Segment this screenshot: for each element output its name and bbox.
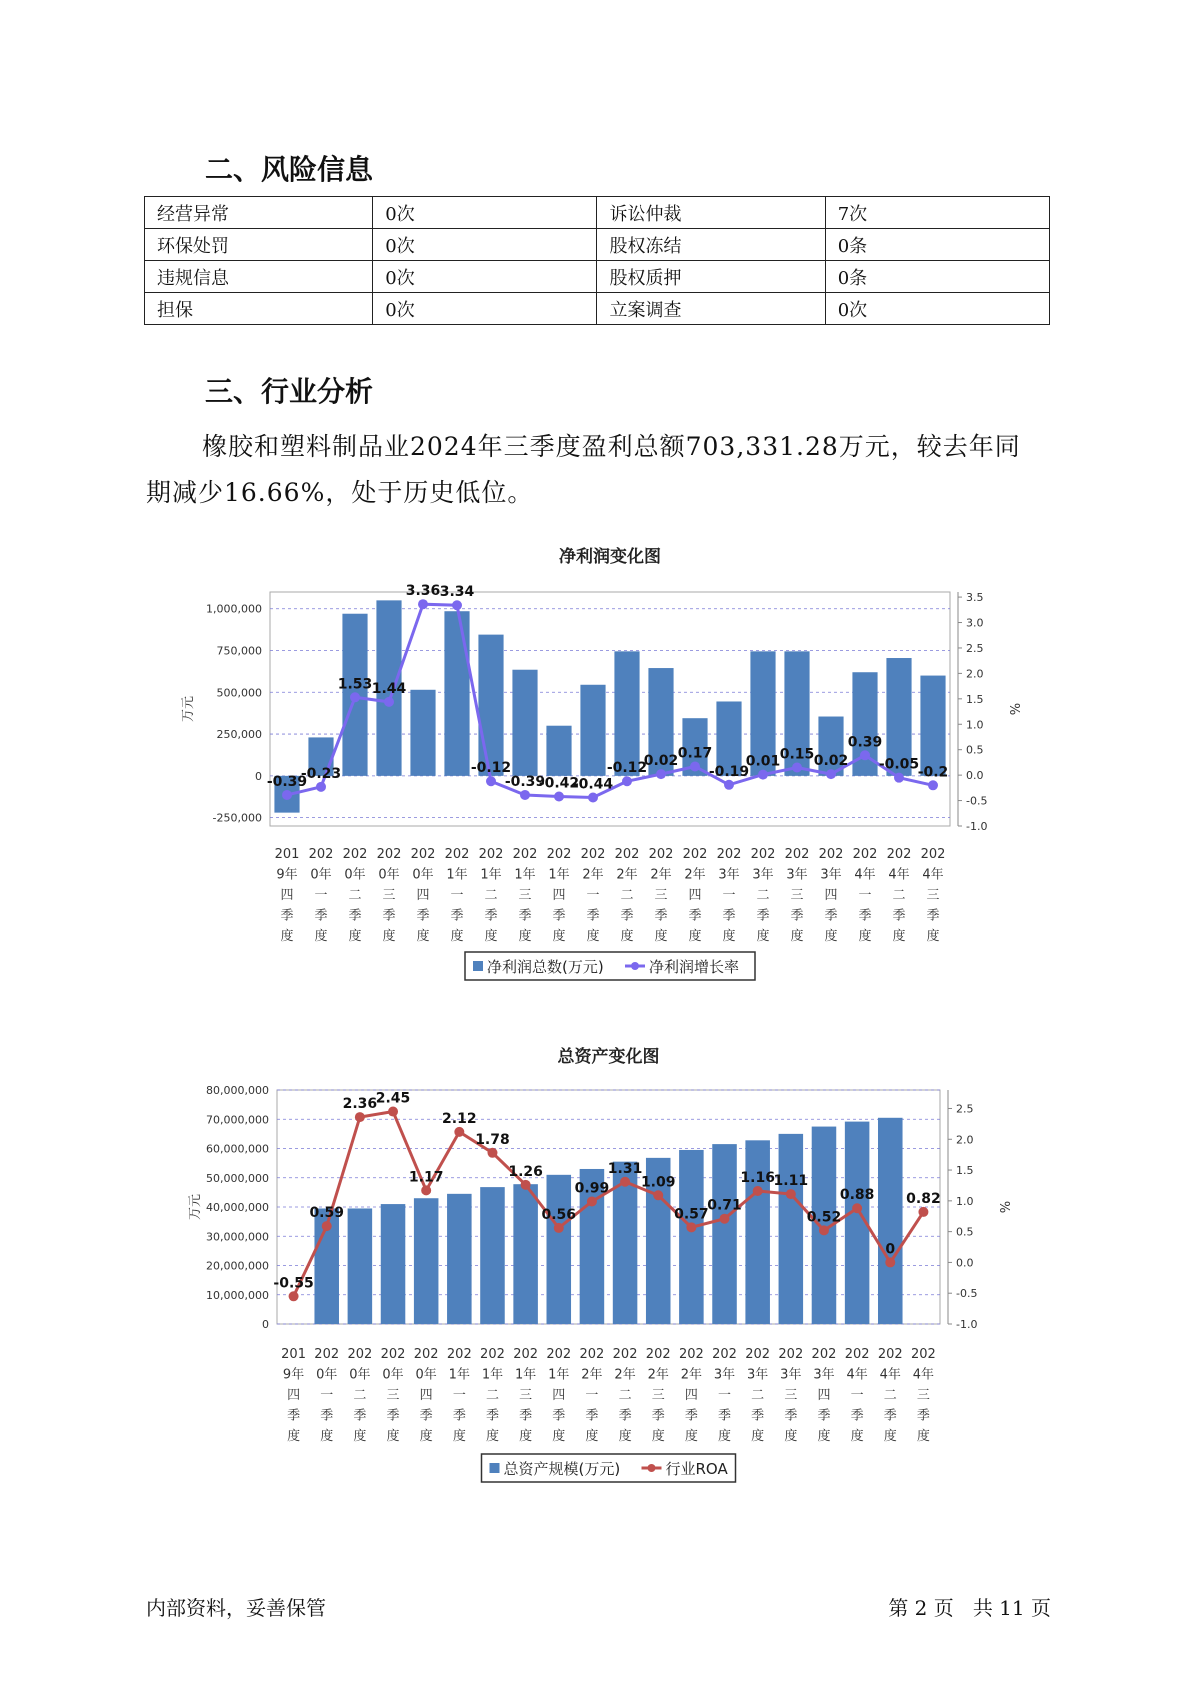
- risk-item-value: 0条: [825, 229, 1049, 261]
- y2-tick-label: -1.0: [956, 1318, 978, 1331]
- y2-tick-label: 1.5: [956, 1164, 974, 1178]
- x-tick-label: 202 4年一季度: [852, 847, 878, 944]
- line-point: [316, 782, 326, 792]
- bar: [546, 726, 571, 776]
- bar: [745, 1140, 770, 1324]
- line-point: [421, 1185, 431, 1195]
- y2-tick-label: 2.0: [966, 667, 984, 681]
- net-profit-chart: [0, 540, 1191, 1010]
- y2-tick-label: -1.0: [966, 820, 988, 833]
- y2-tick-label: 3.0: [966, 616, 984, 630]
- x-tick-label: 202 2年二季度: [612, 1347, 638, 1444]
- line-point: [520, 790, 530, 800]
- x-tick-label: 201 9年四季度: [274, 847, 300, 944]
- data-label: 3.34: [439, 584, 475, 601]
- risk-item-label: 股权冻结: [597, 229, 825, 261]
- line-point: [282, 790, 292, 800]
- y-tick-label: 60,000,000: [206, 1142, 269, 1156]
- y2-tick-label: 1.0: [966, 718, 984, 732]
- section-title-industry: 三、行业分析: [205, 375, 374, 408]
- risk-item-label: 立案调查: [597, 293, 825, 325]
- data-label: 1.31: [607, 1160, 643, 1177]
- y-tick-label: 50,000,000: [206, 1171, 269, 1185]
- line-point: [454, 1127, 464, 1137]
- data-label: 1.11: [773, 1173, 809, 1190]
- bar: [444, 611, 469, 776]
- line-point: [355, 1112, 365, 1122]
- line-point: [860, 750, 870, 760]
- data-label: -0.23: [300, 765, 342, 782]
- risk-item-label: 担保: [145, 293, 373, 325]
- bar: [447, 1194, 472, 1324]
- data-label: -0.2: [917, 764, 949, 781]
- x-tick-label: 202 4年二季度: [877, 1347, 903, 1444]
- data-label: 0.15: [779, 746, 815, 763]
- x-tick-label: 202 4年三季度: [911, 1347, 936, 1444]
- data-label: 0.02: [813, 753, 849, 770]
- legend: [465, 952, 755, 980]
- data-label: 0.82: [906, 1190, 941, 1207]
- bar: [478, 635, 503, 776]
- line-point: [720, 1214, 730, 1224]
- data-label: 3.36: [405, 583, 441, 600]
- data-label: 1.09: [640, 1174, 676, 1191]
- y-tick-label: 250,000: [216, 728, 262, 742]
- legend: [482, 1454, 736, 1482]
- x-tick-label: 202 0年四季度: [413, 1347, 439, 1444]
- line-point: [587, 1196, 597, 1206]
- data-label: -0.44: [572, 776, 614, 793]
- line-point: [620, 1177, 630, 1187]
- y-axis-label: 万元: [181, 695, 196, 723]
- bar: [712, 1144, 737, 1324]
- data-label: 0.02: [643, 753, 679, 770]
- x-tick-label: 202 2年四季度: [678, 1347, 704, 1444]
- data-label: 1.78: [475, 1131, 510, 1148]
- y2-axis-label: %: [1006, 702, 1021, 716]
- line-point: [622, 776, 632, 786]
- bar: [512, 670, 537, 776]
- line-point: [758, 770, 768, 780]
- x-tick-label: 202 1年二季度: [480, 1347, 505, 1444]
- data-label: 2.45: [375, 1090, 411, 1107]
- data-label: -0.12: [470, 760, 512, 777]
- y-tick-label: 10,000,000: [206, 1288, 269, 1302]
- x-tick-label: 202 1年一季度: [444, 847, 470, 944]
- risk-item-value: 0次: [373, 229, 597, 261]
- bar: [614, 651, 639, 776]
- y-tick-label: 0: [255, 769, 262, 783]
- line-point: [521, 1180, 531, 1190]
- data-label: 0.01: [745, 753, 781, 770]
- risk-info-table: [144, 196, 1050, 325]
- y-tick-label: 750,000: [216, 644, 262, 658]
- legend-entry: 净利润总数(万元): [487, 958, 604, 976]
- bar: [513, 1184, 538, 1324]
- y2-axis-label: %: [996, 1200, 1011, 1214]
- line-point: [885, 1257, 895, 1267]
- risk-item-value: 0次: [373, 261, 597, 293]
- line-point: [554, 791, 564, 801]
- data-label: 0.39: [847, 734, 883, 751]
- y-tick-label: 80,000,000: [206, 1084, 269, 1097]
- data-label: -0.05: [878, 756, 920, 773]
- legend-entry: 总资产规模(万元): [503, 1460, 621, 1478]
- legend-swatch-bar: [490, 1463, 500, 1473]
- data-label: 0.57: [674, 1206, 709, 1223]
- line-point: [487, 1148, 497, 1158]
- data-label: -0.39: [266, 773, 308, 790]
- y2-tick-label: 0.5: [956, 1225, 974, 1239]
- legend-entry: 行业ROA: [665, 1460, 728, 1478]
- line-point: [322, 1221, 332, 1231]
- data-label: 2.36: [342, 1096, 378, 1113]
- data-label: 1.26: [508, 1163, 543, 1180]
- x-tick-label: 202 4年三季度: [920, 847, 946, 944]
- line-point: [588, 793, 598, 803]
- bar: [381, 1204, 406, 1324]
- x-tick-label: 202 0年三季度: [380, 1347, 406, 1444]
- x-tick-label: 202 1年二季度: [478, 847, 504, 944]
- y2-tick-label: 1.5: [966, 692, 984, 706]
- x-tick-label: 202 2年一季度: [580, 847, 606, 944]
- line-point: [384, 697, 394, 707]
- y-tick-label: 30,000,000: [206, 1230, 269, 1244]
- x-tick-label: 202 3年二季度: [745, 1347, 771, 1444]
- y-tick-label: 500,000: [216, 686, 262, 700]
- line-point: [826, 769, 836, 779]
- line-point: [554, 1223, 564, 1233]
- industry-summary-paragraph: 橡胶和塑料制品业2024年三季度盈利总额703,331.28万元，较去年同期减少16.66%，处于历史低位。: [146, 432, 1021, 507]
- x-tick-label: 202 0年二季度: [347, 1347, 373, 1444]
- section-title-risk: 二、风险信息: [205, 153, 374, 186]
- line-point: [656, 769, 666, 779]
- bar: [878, 1118, 903, 1324]
- risk-table-row: [145, 197, 1050, 229]
- y2-tick-label: 0.0: [966, 769, 984, 783]
- line-point: [653, 1190, 663, 1200]
- bar: [480, 1187, 505, 1324]
- data-label: 0.88: [839, 1187, 875, 1204]
- y2-tick-label: 2.5: [966, 641, 984, 655]
- data-label: 0.17: [677, 745, 713, 762]
- risk-item-value: 7次: [825, 197, 1049, 229]
- data-label: -0.55: [273, 1275, 314, 1292]
- x-tick-label: 202 0年一季度: [314, 1347, 340, 1444]
- x-tick-label: 202 1年一季度: [446, 1347, 472, 1444]
- x-tick-label: 202 3年一季度: [712, 1347, 737, 1444]
- line-point: [418, 599, 428, 609]
- line-point: [786, 1189, 796, 1199]
- y-axis-label: 万元: [188, 1193, 203, 1221]
- line-point: [388, 1107, 398, 1117]
- bar: [410, 690, 435, 776]
- line-point: [753, 1186, 763, 1196]
- bar: [414, 1198, 439, 1324]
- risk-item-label: 环保处罚: [145, 229, 373, 261]
- y2-tick-label: 2.5: [956, 1102, 974, 1116]
- y-tick-label: 20,000,000: [206, 1259, 269, 1273]
- y2-tick-label: 3.5: [966, 591, 984, 605]
- data-label: 2.12: [442, 1110, 477, 1127]
- y2-tick-label: 0.5: [966, 743, 984, 757]
- x-tick-label: 202 1年三季度: [513, 1347, 539, 1444]
- line-point: [350, 692, 360, 702]
- data-label: 0.99: [574, 1180, 610, 1197]
- x-tick-label: 202 0年一季度: [308, 847, 334, 944]
- data-label: 1.44: [371, 680, 407, 697]
- data-label: 0.56: [541, 1206, 577, 1223]
- risk-item-value: 0条: [825, 261, 1049, 293]
- bar: [580, 685, 605, 776]
- bar: [348, 1208, 373, 1324]
- x-tick-label: 202 0年二季度: [342, 847, 368, 944]
- x-tick-label: 202 3年二季度: [750, 847, 776, 944]
- data-label: -0.42: [538, 775, 580, 792]
- y-tick-label: 40,000,000: [206, 1201, 269, 1214]
- x-tick-label: 202 1年四季度: [546, 847, 572, 944]
- line-point: [452, 600, 462, 610]
- x-tick-label: 202 2年一季度: [579, 1347, 605, 1444]
- risk-item-value: 0次: [825, 293, 1049, 325]
- line-point: [928, 780, 938, 790]
- y-tick-label: -250,000: [212, 811, 262, 825]
- risk-item-label: 诉讼仲裁: [597, 197, 825, 229]
- data-label: 0.59: [309, 1205, 344, 1222]
- risk-item-value: 0次: [373, 197, 597, 229]
- y2-tick-label: -0.5: [966, 794, 988, 808]
- bar: [679, 1150, 704, 1324]
- bar: [920, 676, 945, 776]
- risk-table-row: [145, 261, 1050, 293]
- line-point: [792, 763, 802, 773]
- risk-item-label: 违规信息: [145, 261, 373, 293]
- data-label: 1.17: [408, 1169, 444, 1186]
- y2-tick-label: 0.0: [956, 1256, 974, 1270]
- x-tick-label: 202 3年四季度: [818, 847, 844, 944]
- chart-title: 净利润变化图: [559, 547, 661, 567]
- line-point: [894, 773, 904, 783]
- total-assets-chart: [0, 1040, 1191, 1520]
- x-tick-label: 202 3年四季度: [811, 1347, 837, 1444]
- legend-swatch-bar: [473, 961, 483, 971]
- x-tick-label: 202 2年二季度: [614, 847, 640, 944]
- legend-entry: 净利润增长率: [649, 958, 740, 976]
- bar: [547, 1175, 572, 1324]
- y2-tick-label: -0.5: [956, 1287, 978, 1301]
- risk-table-row: [145, 229, 1050, 261]
- y2-tick-label: 2.0: [956, 1133, 974, 1147]
- data-label: -0.19: [708, 763, 750, 780]
- line-point: [486, 776, 496, 786]
- legend-swatch-point: [648, 1464, 656, 1472]
- data-label: 1.16: [740, 1169, 775, 1186]
- x-tick-label: 202 0年三季度: [376, 847, 402, 944]
- y-tick-label: 70,000,000: [206, 1113, 269, 1127]
- chart-title: 总资产变化图: [557, 1047, 660, 1067]
- x-tick-label: 202 4年二季度: [886, 847, 912, 944]
- bar: [779, 1134, 804, 1324]
- data-label: 1.53: [337, 676, 373, 693]
- risk-item-label: 股权质押: [597, 261, 825, 293]
- x-tick-label: 202 2年三季度: [645, 1347, 671, 1444]
- line-point: [918, 1207, 928, 1217]
- legend-swatch-point: [631, 962, 639, 970]
- y-tick-label: 0: [262, 1318, 269, 1331]
- x-tick-label: 202 0年四季度: [410, 847, 436, 944]
- line-point: [289, 1291, 299, 1301]
- line-point: [724, 780, 734, 790]
- y2-tick-label: 1.0: [956, 1194, 974, 1208]
- y-tick-label: 1,000,000: [206, 602, 262, 616]
- data-label: 0: [885, 1241, 896, 1258]
- risk-table-row: [145, 293, 1050, 325]
- risk-item-value: 0次: [373, 293, 597, 325]
- x-tick-label: 202 3年三季度: [784, 847, 810, 944]
- x-tick-label: 202 3年一季度: [716, 847, 742, 944]
- data-label: 0.71: [707, 1197, 742, 1214]
- data-label: -0.39: [504, 773, 546, 790]
- footer-confidential-note: 内部资料，妥善保管: [146, 1596, 326, 1620]
- x-tick-label: 202 2年四季度: [682, 847, 708, 944]
- risk-item-label: 经营异常: [145, 197, 373, 229]
- line-point: [686, 1222, 696, 1232]
- line-point: [819, 1225, 829, 1235]
- x-tick-label: 202 1年三季度: [512, 847, 538, 944]
- x-tick-label: 202 4年一季度: [844, 1347, 870, 1444]
- x-tick-label: 202 3年三季度: [778, 1347, 804, 1444]
- data-label: -0.12: [606, 760, 648, 777]
- line-point: [690, 761, 700, 771]
- footer-page-number: 第 2 页 共 11 页: [888, 1596, 1051, 1620]
- x-tick-label: 202 1年四季度: [546, 1347, 572, 1444]
- data-label: 0.52: [806, 1209, 842, 1226]
- line-point: [852, 1203, 862, 1213]
- x-tick-label: 202 2年三季度: [648, 847, 674, 944]
- x-tick-label: 201 9年四季度: [281, 1347, 306, 1444]
